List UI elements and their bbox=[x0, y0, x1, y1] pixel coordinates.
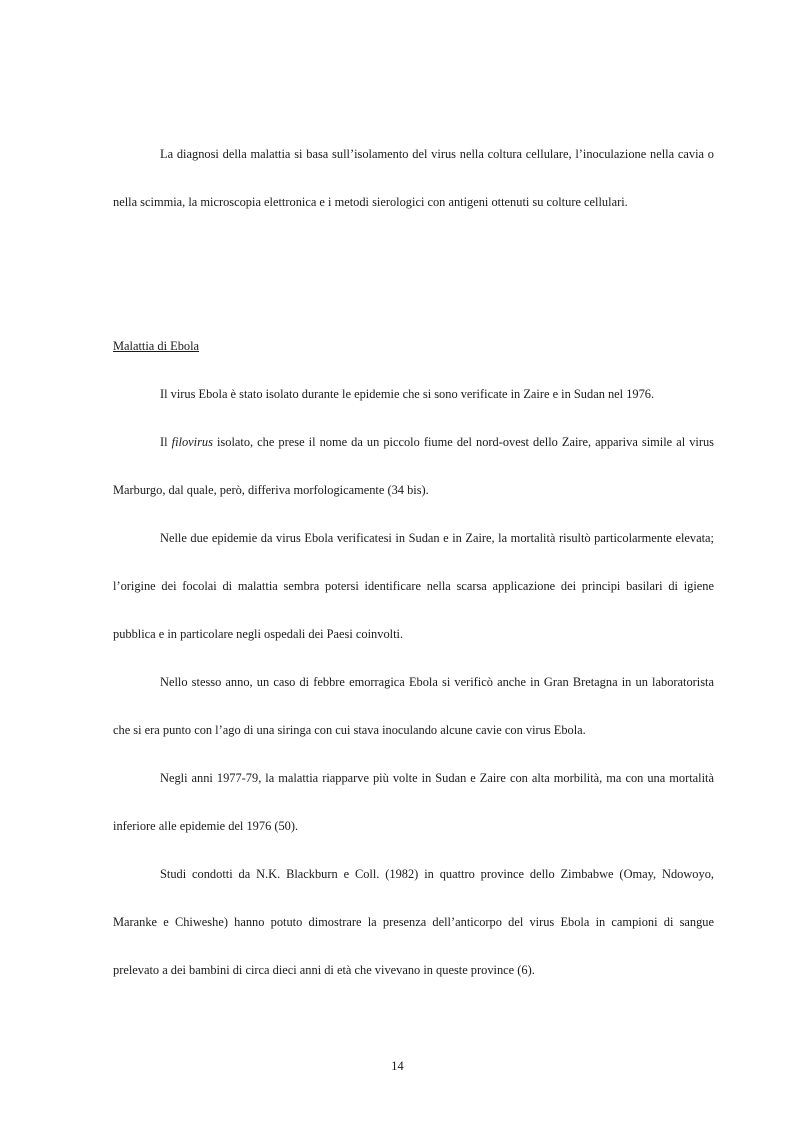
paragraph-great-britain-case: Nello stesso anno, un caso di febbre emorragica Ebola si verificò anche in Gran Bretagna in un laboratorista che si era punto con l’ago di una siringa con cui stava inoculando alcune cavie con virus Ebola. bbox=[113, 675, 714, 737]
page-number: 14 bbox=[391, 1059, 404, 1073]
filovirus-italic: filovirus bbox=[171, 435, 213, 449]
paragraph-zimbabwe-study: Studi condotti da N.K. Blackburn e Coll. (1982) in quattro province dello Zimbabwe (Omay, Ndowoyo, Maranke e Chiweshe) hanno potuto dimostrare la presenza dell’anticorpo del virus Ebola in campioni di sangue prelevato a dei bambini di circa dieci anni di età che vivevano in queste province (6). bbox=[113, 867, 714, 977]
filovirus-prefix: Il bbox=[160, 435, 172, 449]
paragraph-epidemics-mortality: Nelle due epidemie da virus Ebola verificatesi in Sudan e in Zaire, la mortalità risultò particolarmente elevata; l’origine dei focolai di malattia sembra potersi identificare nella scarsa applicazione dei principi basilari di igiene pubblica e in particolare negli ospedali dei Paesi coinvolti. bbox=[113, 531, 714, 641]
section-heading: Malattia di Ebola bbox=[113, 339, 200, 353]
paragraph-diagnosis: La diagnosi della malattia si basa sull’isolamento del virus nella coltura cellulare, l’inoculazione nella cavia o nella scimmia, la microscopia elettronica e i metodi sierologici con antigeni ottenuti su colture cellulari. bbox=[113, 147, 714, 209]
paragraph-1977-79: Negli anni 1977-79, la malattia riapparve più volte in Sudan e Zaire con alta morbilità, ma con una mortalità inferiore alle epidemie del 1976 (50). bbox=[113, 771, 714, 833]
paragraph-filovirus bbox=[113, 418, 714, 514]
filovirus-suffix: isolato, che prese il nome da un piccolo fiume del nord-ovest dello Zaire, appariva simile al virus Marburgo, dal quale, però, differiva morfologicamente (34 bis). bbox=[113, 435, 714, 497]
paragraph-ebola-isolation: Il virus Ebola è stato isolato durante le epidemie che si sono verificate in Zaire e in Sudan nel 1976. bbox=[160, 387, 655, 401]
